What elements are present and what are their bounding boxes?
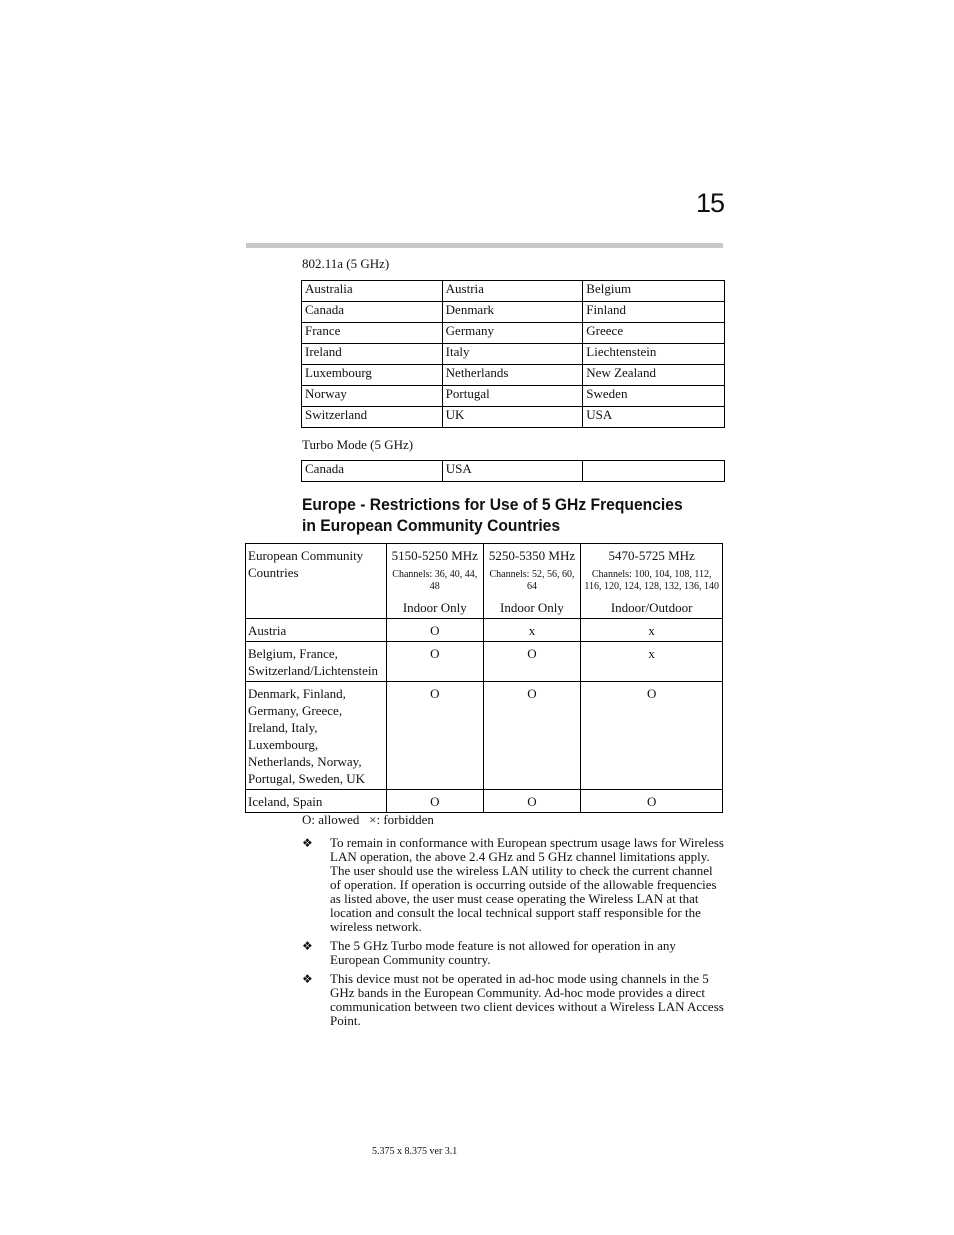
- band-frequency: 5250-5350 MHz: [488, 548, 576, 563]
- country-cell: Iceland, Spain: [246, 790, 387, 813]
- status-cell: O: [581, 790, 723, 813]
- table-cell: Sweden: [583, 386, 725, 407]
- table-row: [246, 682, 723, 790]
- country-cell: Belgium, France, Switzerland/Lichtenstein: [246, 642, 387, 682]
- status-cell: O: [386, 619, 483, 642]
- table-cell: USA: [583, 407, 725, 428]
- page-number: 15: [695, 188, 724, 218]
- table-cell: UK: [442, 407, 583, 428]
- bullet-text: The 5 GHz Turbo mode feature is not allowed for operation in any European Community country.: [330, 938, 676, 967]
- footer-version: 5.375 x 8.375 ver 3.1: [372, 1146, 458, 1157]
- band-frequency: 5150-5250 MHz: [391, 548, 478, 563]
- table-row: [302, 407, 725, 428]
- diamond-bullet-icon: ❖: [302, 939, 313, 953]
- table-cell: Liechtenstein: [583, 344, 725, 365]
- status-cell: x: [483, 619, 581, 642]
- band-channels: Channels: 36, 40, 44, 48: [392, 569, 478, 592]
- legend-allowed: O: allowed: [302, 812, 360, 827]
- table-row: [246, 790, 723, 813]
- table-cell: Belgium: [583, 281, 725, 302]
- table-cell: Portugal: [442, 386, 583, 407]
- header-band: [483, 544, 581, 619]
- table-cell: Ireland: [302, 344, 443, 365]
- table-80211a-caption: 802.11a (5 GHz): [302, 256, 390, 271]
- table-row: [302, 386, 725, 407]
- table-row: [302, 323, 725, 344]
- table-cell: Norway: [302, 386, 443, 407]
- band-usage: Indoor Only: [402, 600, 467, 615]
- table-row: [246, 619, 723, 642]
- table-80211a: [301, 280, 725, 428]
- band-usage: Indoor/Outdoor: [610, 600, 693, 615]
- table-row: [302, 461, 725, 482]
- header-rule: [246, 243, 723, 248]
- table-turbo-caption: Turbo Mode (5 GHz): [302, 437, 414, 452]
- eu-restrictions-table: [245, 543, 723, 813]
- legend: [302, 812, 434, 828]
- legend-forbidden: ×: forbidden: [369, 812, 434, 827]
- bullet-text: This device must not be operated in ad-hoc mode using channels in the 5 GHz bands in the European Community. Ad-hoc mode provides a direct communication between two client devices without a Wireless LAN Access Point.: [330, 971, 724, 1028]
- status-cell: O: [386, 682, 483, 790]
- country-cell: Austria: [246, 619, 387, 642]
- table-cell: Italy: [442, 344, 583, 365]
- header-band: [581, 544, 723, 619]
- table-cell: Austria: [442, 281, 583, 302]
- table-turbo: [301, 460, 725, 482]
- diamond-bullet-icon: ❖: [302, 972, 313, 986]
- table-row: [302, 281, 725, 302]
- list-item: [302, 836, 724, 934]
- table-cell: Canada: [302, 302, 443, 323]
- table-cell: Switzerland: [302, 407, 443, 428]
- table-cell: Australia: [302, 281, 443, 302]
- table-cell: USA: [442, 461, 583, 482]
- table-row: [246, 642, 723, 682]
- status-cell: O: [483, 790, 581, 813]
- band-frequency: 5470-5725 MHz: [608, 548, 695, 563]
- table-row: [302, 302, 725, 323]
- table-row: [302, 344, 725, 365]
- status-cell: O: [386, 642, 483, 682]
- band-channels: Channels: 100, 104, 108, 112, 116, 120, 124, 128, 132, 136, 140: [584, 569, 719, 592]
- status-cell: x: [581, 642, 723, 682]
- band-channels: Channels: 52, 56, 60, 64: [489, 569, 575, 592]
- diamond-bullet-icon: ❖: [302, 836, 313, 850]
- table-cell: Netherlands: [442, 365, 583, 386]
- table-row: [302, 365, 725, 386]
- status-cell: x: [581, 619, 723, 642]
- table-cell: Germany: [442, 323, 583, 344]
- bullet-list: [302, 836, 724, 1033]
- status-cell: O: [483, 682, 581, 790]
- table-cell: France: [302, 323, 443, 344]
- bullet-text: To remain in conformance with European spectrum usage laws for Wireless LAN operation, the above 2.4 GHz and 5 GHz channel limitations apply. The user should use the wireless LAN utility to check the current channel of operation. If operation is occurring outside of the allowable frequencies as listed above, the user must cease operating the Wireless LAN at that location and consult the local technical support staff responsible for the wireless network.: [330, 835, 724, 934]
- band-usage: Indoor Only: [500, 600, 564, 615]
- list-item: [302, 972, 724, 1028]
- list-item: [302, 939, 724, 967]
- status-cell: O: [483, 642, 581, 682]
- section-heading: Europe - Restrictions for Use of 5 GHz Frequencies in European Community Countries: [302, 495, 683, 535]
- table-cell: Greece: [583, 323, 725, 344]
- table-cell: New Zealand: [583, 365, 725, 386]
- table-header-row: [246, 544, 723, 619]
- table-cell: Denmark: [442, 302, 583, 323]
- header-band: [386, 544, 483, 619]
- status-cell: O: [386, 790, 483, 813]
- table-cell: Luxembourg: [302, 365, 443, 386]
- table-cell: Canada: [302, 461, 443, 482]
- table-cell: Finland: [583, 302, 725, 323]
- table-cell: [583, 461, 725, 482]
- header-countries: European Community Countries: [246, 544, 387, 619]
- country-cell: Denmark, Finland, Germany, Greece, Ireland, Italy, Luxembourg, Netherlands, Norway, Portugal, Sweden, UK: [246, 682, 387, 790]
- status-cell: O: [581, 682, 723, 790]
